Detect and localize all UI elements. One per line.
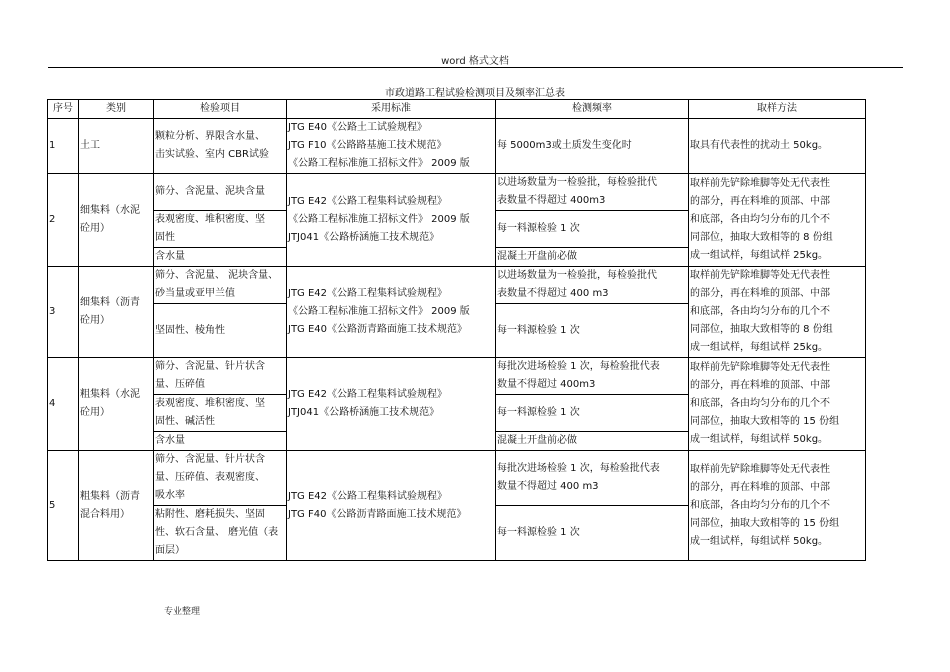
row-category: 粗集料（水泥 砼用）	[79, 358, 154, 451]
row-item: 含水量	[154, 432, 287, 451]
row-number: 1	[48, 119, 79, 174]
table-row	[48, 267, 866, 304]
row-frequency: 每一料源检验 1 次	[496, 506, 689, 561]
column-header-items: 检验项目	[154, 100, 287, 119]
row-sampling: 取样前先铲除堆脚等处无代表性 的部分，再在料堆的顶部、中部 和底部，各由均匀分布的几个不 同部位，抽取大致相等的 8 份组 成一组试样，每组试样 25kg。	[689, 267, 866, 358]
row-item: 筛分、含泥量、针片状含 量、压碎值、表观密度、 吸水率	[154, 451, 287, 506]
row-number: 2	[48, 174, 79, 267]
column-header-sampling: 取样方法	[689, 100, 866, 119]
row-frequency: 每一料源检验 1 次	[496, 211, 689, 248]
table-row	[48, 358, 866, 395]
row-item: 筛分、含泥量、泥块含量	[154, 174, 287, 211]
table-row	[48, 174, 866, 211]
row-sampling: 取具有代表性的扰动土 50kg。	[689, 119, 866, 174]
row-number: 3	[48, 267, 79, 358]
row-category: 细集料（沥青 砼用）	[79, 267, 154, 358]
row-category: 粗集料（沥青 混合料用）	[79, 451, 154, 561]
row-item: 颗粒分析、界限含水量、 击实试验、室内 CBR试验	[154, 119, 287, 174]
column-header-standards: 采用标准	[287, 100, 496, 119]
table-row	[48, 119, 866, 174]
row-frequency: 每批次进场检验 1 次，每检验批代表 数量不得超过 400m3	[496, 358, 689, 395]
row-frequency: 每 5000m3或土质发生变化时	[496, 119, 689, 174]
row-item: 筛分、含泥量、 泥块含量、 砂当量或亚甲兰值	[154, 267, 287, 304]
row-item: 表观密度、堆积密度、坚 固性、碱活性	[154, 395, 287, 432]
row-item: 筛分、含泥量、针片状含 量、压碎值	[154, 358, 287, 395]
row-number: 4	[48, 358, 79, 451]
row-item: 坚固性、棱角性	[154, 304, 287, 358]
row-sampling: 取样前先铲除堆脚等处无代表性 的部分，再在料堆的顶部、中部 和底部，各由均匀分布的几个不 同部位，抽取大致相等的 8 份组 成一组试样，每组试样 25kg。	[689, 174, 866, 267]
row-category: 土工	[79, 119, 154, 174]
row-frequency: 混凝土开盘前必做	[496, 432, 689, 451]
table-row	[48, 451, 866, 506]
table-header-row	[48, 100, 866, 119]
row-number: 5	[48, 451, 79, 561]
row-sampling: 取样前先铲除堆脚等处无代表性 的部分，再在料堆的顶部、中部 和底部，各由均匀分布的几个不 同部位，抽取大致相等的 15 份组 成一组试样，每组试样 50kg。	[689, 451, 866, 561]
row-frequency: 以进场数量为一检验批，每检验批代 表数量不得超过 400m3	[496, 174, 689, 211]
row-frequency: 混凝土开盘前必做	[496, 248, 689, 267]
column-header-frequency: 检测频率	[496, 100, 689, 119]
row-frequency: 每一料源检验 1 次	[496, 304, 689, 358]
row-standards: JTG E42《公路工程集料试验规程》 《公路工程标准施工招标文件》 2009 版 JTJ041《公路桥涵施工技术规范》	[287, 174, 496, 267]
row-frequency: 以进场数量为一检验批，每检验批代 表数量不得超过 400 m3	[496, 267, 689, 304]
row-item: 粘附性、磨耗损失、坚固 性、软石含量、 磨光值（表 面层）	[154, 506, 287, 561]
row-standards: JTG E42《公路工程集料试验规程》 JTG F40《公路沥青路面施工技术规范》	[287, 451, 496, 561]
header-divider	[48, 67, 903, 68]
row-sampling: 取样前先铲除堆脚等处无代表性 的部分，再在料堆的顶部、中部 和底部，各由均匀分布的几个不 同部位，抽取大致相等的 15 份组 成一组试样，每组试样 50kg。	[689, 358, 866, 451]
row-item: 含水量	[154, 248, 287, 267]
page-header: word 格式文档	[441, 56, 509, 67]
row-standards: JTG E42《公路工程集料试验规程》 JTJ041《公路桥涵施工技术规范》	[287, 358, 496, 451]
row-frequency: 每批次进场检验 1 次，每检验批代表 数量不得超过 400 m3	[496, 451, 689, 506]
document-title: 市政道路工程试验检测项目及频率汇总表	[385, 88, 565, 99]
row-standards: JTG E40《公路土工试验规程》 JTG F10《公路路基施工技术规范》 《公路工程标准施工招标文件》 2009 版	[287, 119, 496, 174]
row-item: 表观密度、堆积密度、坚 固性	[154, 211, 287, 248]
row-category: 细集料（水泥 砼用）	[79, 174, 154, 267]
inspection-table	[47, 99, 866, 561]
row-frequency: 每一料源检验 1 次	[496, 395, 689, 432]
page-footer: 专业整理	[164, 607, 201, 617]
row-standards: JTG E42《公路工程集料试验规程》 《公路工程标准施工招标文件》 2009 版 JTG E40《公路沥青路面施工技术规范》	[287, 267, 496, 358]
column-header-category: 类别	[79, 100, 154, 119]
column-header-no: 序号	[48, 100, 79, 119]
